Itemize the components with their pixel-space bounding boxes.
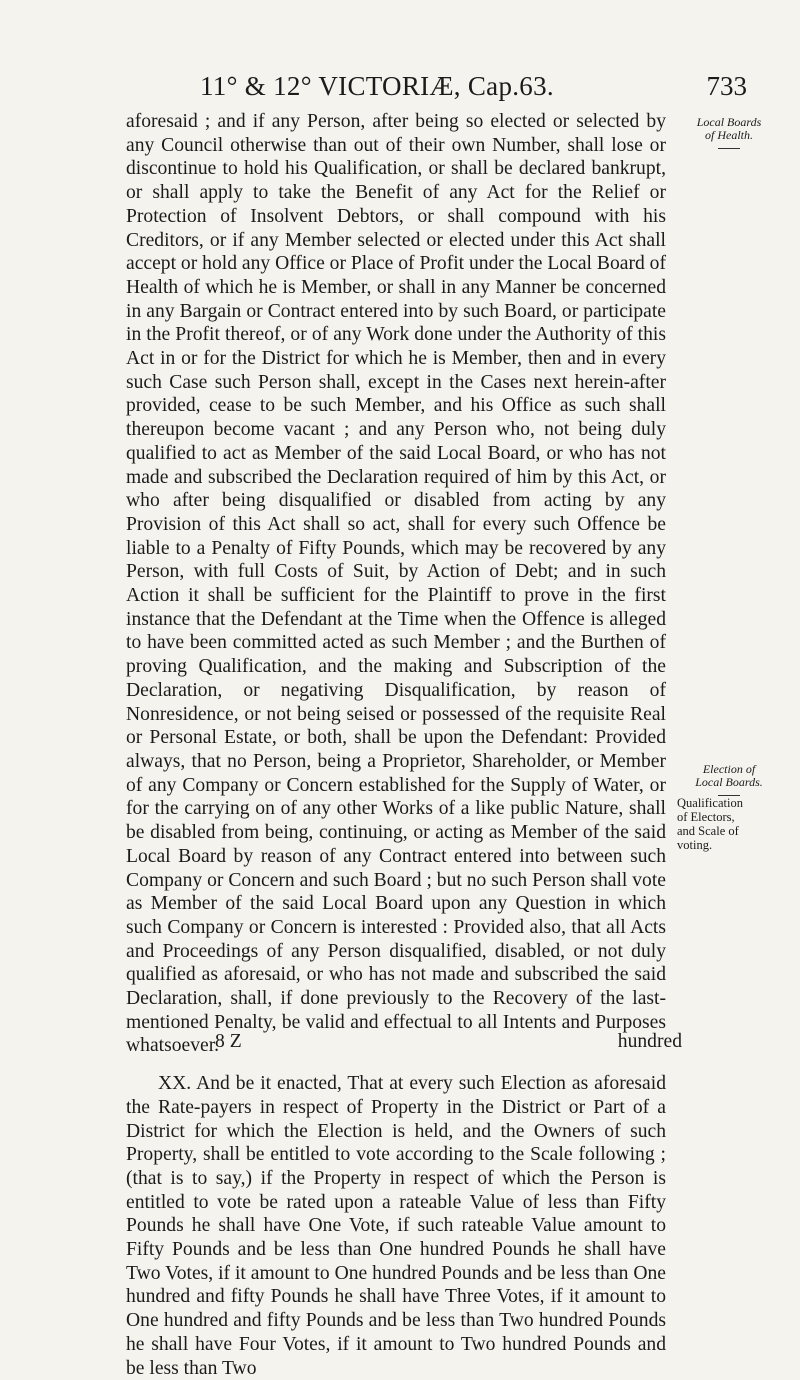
marginal-note-line: Local Boards [696, 115, 762, 129]
body-paragraph-section-xx: XX. And be it enacted, That at every such Election as aforesaid the Rate-payers in respect of Property in the District or Part of a District for which the Election is held, and the Owners of such Property, shall be entitled to vote according to the Scale following ; (that is to say,) if the Property in respect of which the Person is entitled to vote be rated upon a rateable Value of less than Fifty Pounds he shall have One Vote, if such rateable Value amount to Fifty Pounds and be less than One hundred Pounds he shall have Two Votes, if it amount to One hundred Pounds and be less than One hundred and fifty Pounds he shall have Three Votes, if it amount to One hundred and fifty Pounds and be less than Two hundred Pounds he shall have Four Votes, if it amount to Two hundred Pounds and be less than Two [126, 1073, 666, 1379]
marginal-note-line: voting. [677, 838, 713, 852]
marginal-rule [718, 148, 740, 149]
signature-mark: 8 Z [215, 1031, 242, 1052]
marginal-note-line: and Scale of [677, 824, 739, 838]
marginal-note-line: of Health. [705, 128, 753, 142]
catchword: hundred [617, 1031, 682, 1052]
running-header [200, 71, 747, 111]
page-body [126, 110, 666, 1380]
marginal-note-qualification [677, 796, 783, 852]
marginal-note-local-boards [679, 116, 779, 149]
marginal-note-line: Election of [702, 762, 756, 776]
page-number: 733 [706, 71, 747, 101]
marginal-note-line: of Electors, [677, 810, 735, 824]
body-paragraph-continued: aforesaid ; and if any Person, after being so elected or selected by any Council otherwise than out of their own Number, shall lose or discontinue to hold his Qualification, or shall be declared bankrupt, or shall apply to take the Benefit of any Act for the Relief or Protection of Insolvent Debtors, or shall compound with his Creditors, or if any Member selected or elected under this Act shall accept or hold any Office or Place of Profit under the Local Board of Health of which he is Member, or shall in any Manner be concerned in any Bargain or Contract entered into by such Board, or participate in the Profit thereof, or of any Work done under the Authority of this Act in or for the District for which he is Member, then and in every such Case such Person shall, except in the Cases next herein-after provided, cease to be such Member, and his Office as such shall thereupon become vacant ; and any Person who, not being duly qualified to act as Member of the said Local Board, or who has not made and subscribed the Declaration required of him by this Act, or who after being disqualified or disabled from acting by any Provision of this Act shall so act, shall for every such Offence be liable to a Penalty of Fifty Pounds, which may be recovered by any Person, with full Costs of Suit, by Action of Debt; and in such Action it shall be sufficient for the Plaintiff to prove in the first instance that the Defendant at the Time when the Offence is alleged to have been committed acted as such Member ; and the Burthen of proving Qualification, and the making and Subscription of the Declaration, or negativing Disqualification, by reason of Nonresidence, or not being seised or possessed of the requisite Real or Personal Estate, or both, shall be upon the Defendant: Provided always, that no Person, being a Proprietor, Shareholder, or Member of any Company or Concern established for the Supply of Water, or for the carrying on of any other Works of a like public Nature, shall be disabled from being, continuing, or acting as Member of the said Local Board by reason of any Contract entered into between such Company or Concern and such Board ; but no such Person shall vote as Member of the said Local Board upon any Question in which such Company or Concern is interested : Provided also, that all Acts and Proceedings of any Person disqualified, disabled, or not duly qualified as aforesaid, or who has not made and subscribed the said Declaration, shall, if done previously to the Recovery of the last-mentioned Penalty, be valid and effectual to all Intents and Purposes whatsoever. [126, 111, 666, 1057]
running-title: 11° & 12° VICTORIÆ, Cap.63. [200, 71, 554, 101]
marginal-note-line: Local Boards. [695, 775, 763, 789]
marginal-note-election [679, 763, 779, 796]
marginal-note-line: Qualification [677, 796, 743, 810]
